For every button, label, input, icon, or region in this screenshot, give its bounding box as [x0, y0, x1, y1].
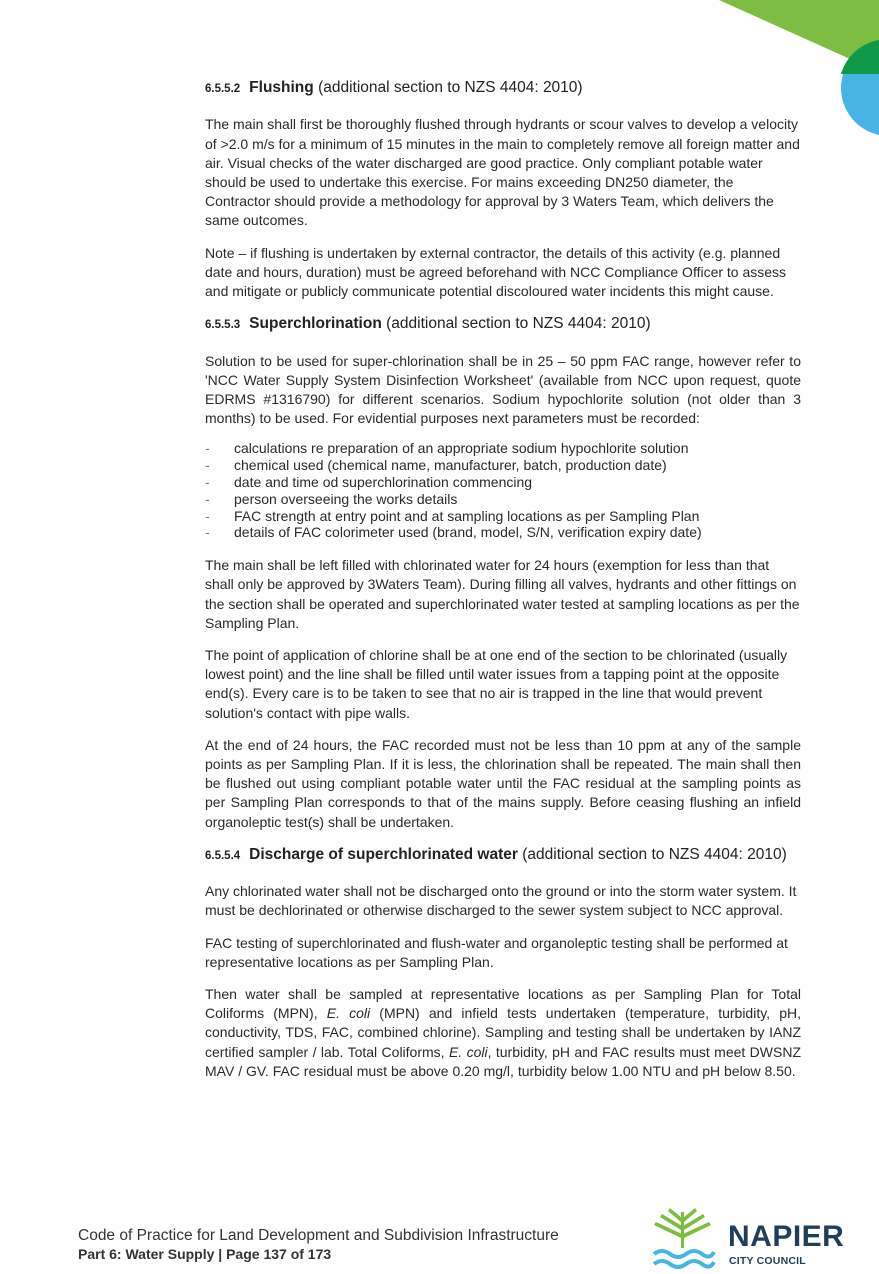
paragraph: FAC testing of superchlorinated and flush-water and organoleptic testing shall be performed at representative locations as per Sampling Plan. — [205, 934, 788, 970]
parameters-list — [205, 440, 801, 541]
section-title: Discharge of superchlorinated water — [249, 845, 518, 863]
section-subtitle: (additional section to NZS 4404: 2010) — [318, 79, 583, 96]
paragraph: Note – if flushing is undertaken by external contractor, the details of this activity (e.g. planned date and hours, duration) must be agreed beforehand with NCC Compliance Officer to assess and mitigate or publicly communicate potential discoloured water incidents this might cause. — [205, 244, 787, 299]
section-subtitle: (additional section to NZS 4404: 2010) — [522, 845, 787, 863]
list-item: - details of FAC colorimeter used (brand, model, S/N, verification expiry date) — [205, 524, 801, 541]
section-title: Superchlorination — [249, 315, 382, 333]
section-subtitle: (additional section to NZS 4404: 2010) — [386, 315, 651, 333]
text-run-italic: E. coli — [448, 1043, 488, 1060]
section-heading-6554 — [205, 845, 801, 864]
list-item: - date and time od superchlorination commencing — [205, 474, 801, 491]
section-title: Flushing — [249, 79, 314, 96]
page-footer — [78, 1226, 559, 1264]
page-content — [205, 78, 801, 1094]
footer-document-title: Code of Practice for Land Development and Subdivision Infrastructure — [78, 1227, 559, 1244]
paragraph: The main shall first be thoroughly flushed through hydrants or scour valves to develop a velocity of >2.0 m/s for a minimum of 15 minutes in the main to completely remove all foreign matter and air. Visual checks of the water discharged are good practice. Only compliant potable water should be used to undertake this exercise. For mains exceeding DN250 diameter, the Contractor should provide a methodology for approval by 3 Waters Team, which delivers the same outcomes. — [205, 116, 800, 229]
text-run: Then water shall be sampled at representative locations as per Sampling Plan for Total Coliforms (MPN), — [205, 986, 801, 1022]
paragraph-sampling — [205, 985, 801, 1081]
logo-wordmark: NAPIER — [728, 1220, 845, 1253]
section-number: 6.5.5.4 — [205, 849, 241, 862]
paragraph: Any chlorinated water shall not be discharged onto the ground or into the storm water system. It must be dechlorinated or otherwise discharged to the sewer system subject to NCC approval. — [205, 883, 797, 919]
paragraph: The main shall be left filled with chlorinated water for 24 hours (exemption for less than that shall only be approved by 3Waters Team). During filling all valves, hydrants and other fittings on the section shall be operated and superchlorinated water tested at sampling locations as per the Sampling Plan. — [205, 557, 800, 631]
text-run: (MPN) and infield tests undertaken (temperature, turbidity, pH, conductivity, TDS, FAC, combined chlorine). Sampling and testing shall be undertaken by IANZ certified sampler / lab. Total Coliforms, — [205, 1005, 801, 1060]
section-heading-6553 — [205, 314, 801, 333]
logo-subtitle: CITY COUNCIL — [729, 1255, 806, 1267]
paragraph: The point of application of chlorine shall be at one end of the section to be chlorinated (usually lowest point) and the line shall be filled until water issues from a tapping point at the opposite end(s). Every care is to be taken to see that no air is trapped in the line that would prevent solution's contact with pipe walls. — [205, 646, 788, 721]
paragraph: At the end of 24 hours, the FAC recorded must not be less than 10 ppm at any of the sample points as per Sampling Plan. If it is less, the chlorination shall be repeated. The main shall then be flushed out using compliant potable water until the FAC residual at the sampling points as per Sampling Plan corresponds to that of the mains supply. Before ceasing flushing an infield organoleptic test(s) shall be undertaken. — [205, 736, 801, 830]
section-number: 6.5.5.3 — [205, 319, 241, 332]
list-item: - FAC strength at entry point and at sampling locations as per Sampling Plan — [205, 508, 801, 525]
paragraph: Solution to be used for super-chlorination shall be in 25 – 50 ppm FAC range, however refer to 'NCC Water Supply System Disinfection Worksheet' (available from NCC upon request, quote EDRMS #1316790) for different scenarios. Sodium hypochlorite solution (not older than 3 months) to be used. For evidential purposes next parameters must be recorded: — [205, 352, 801, 427]
text-run: , turbidity, pH and FAC results must meet DWSNZ MAV / GV. FAC residual must be above 0.20 mg/l, turbidity below 1.00 NTU and pH below 8.50. — [205, 1043, 801, 1079]
footer-page-info: Part 6: Water Supply | Page 137 of 173 — [78, 1246, 332, 1262]
list-item: - calculations re preparation of an appropriate sodium hypochlorite solution — [205, 440, 801, 457]
text-run-italic: E. coli — [326, 1005, 371, 1022]
section-number: 6.5.5.2 — [205, 83, 241, 95]
section-heading-6552 — [205, 78, 801, 97]
list-item: - person overseeing the works details — [205, 491, 801, 508]
list-item: - chemical used (chemical name, manufacturer, batch, production date) — [205, 457, 801, 474]
